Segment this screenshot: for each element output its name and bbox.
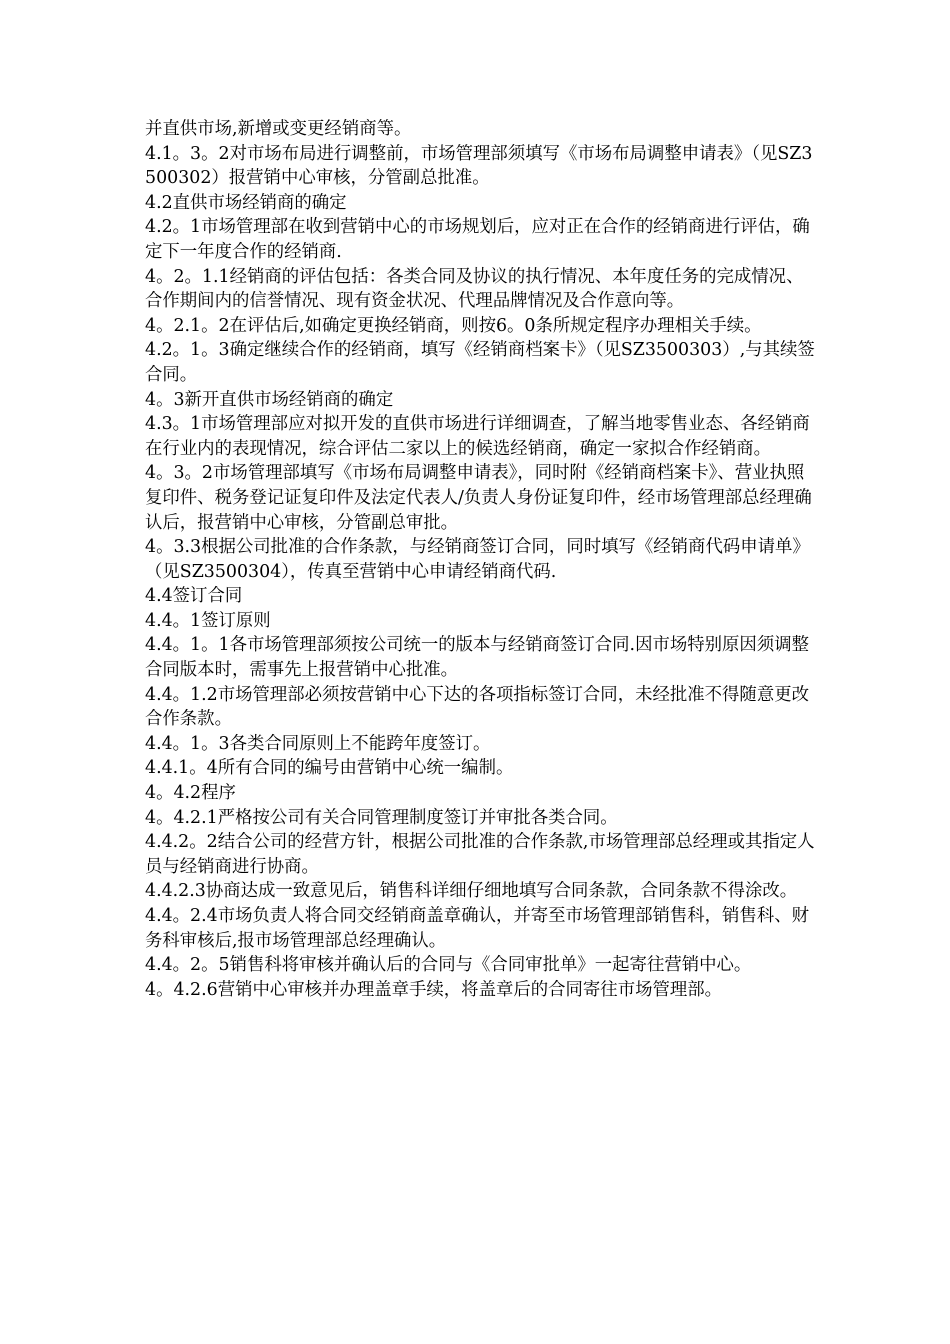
paragraph: 4.2。1市场管理部在收到营销中心的市场规划后，应对正在合作的经销商进行评估，确定下一年度合作的经销商. [145,217,810,262]
paragraph: 并直供市场,新增或变更经销商等。 [145,119,412,139]
section-heading: 4.4签订合同 [145,586,243,607]
paragraph: 4。4.2.1严格按公司有关合同管理制度签订并审批各类合同。 [145,807,618,828]
subsection-heading: 4.4。1签订原则 [145,610,271,631]
paragraph: 4。2。1.1经销商的评估包括：各类合同及协议的执行情况、本年度任务的完成情况、合作期间内的信誉情况、现有资金状况、代理品牌情况及合作意向等。 [145,266,804,312]
paragraph: 4。3。2市场管理部填写《市场布局调整申请表》，同时附《经销商档案卡》、营业执照复印件、税务登记证复印件及法定代表人/负责人身份证复印件，经市场管理部总经理确认后，报营销中心审核，分管副总审批。 [145,463,812,533]
section-heading: 4。3新开直供市场经销商的确定 [145,389,394,410]
paragraph: 4.4.2。2结合公司的经营方针，根据公司批准的合作条款,市场管理部总经理或其指定人员与经销商进行协商。 [145,832,815,877]
paragraph: 4.4。1.2市场管理部必须按营销中心下达的各项指标签订合同，未经批准不得随意更改合作条款。 [145,684,809,730]
paragraph: 4。3.3根据公司批准的合作条款，与经销商签订合同，同时填写《经销商代码申请单》（见SZ3500304），传真至营销中心申请经销商代码. [145,537,810,582]
paragraph: 4.4。2.4市场负责人将合同交经销商盖章确认，并寄至市场管理部销售科，销售科、财务科审核后,报市场管理部总经理确认。 [145,906,809,951]
paragraph: 4.4.2.3协商达成一致意见后，销售科详细仔细地填写合同条款，合同条款不得涂改。 [145,881,798,902]
section-heading: 4.2直供市场经销商的确定 [145,192,347,213]
document-body [145,117,815,1002]
paragraph: 4.4.1。4所有合同的编号由营销中心统一编制。 [145,758,514,779]
paragraph: 4.2。1。3确定继续合作的经销商，填写《经销商档案卡》（见SZ3500303）,与其续签合同。 [145,340,815,385]
subsection-heading: 4。4.2程序 [145,783,236,804]
paragraph: 4.1。3。2对市场布局进行调整前，市场管理部须填写《市场布局调整申请表》（见SZ3500302）报营销中心审核，分管副总批准。 [145,143,813,189]
paragraph: 4。2.1。2在评估后,如确定更换经销商，则按6。0条所规定程序办理相关手续。 [145,315,762,336]
paragraph: 4.4。1。3各类合同原则上不能跨年度签订。 [145,733,491,754]
paragraph: 4。4.2.6营销中心审核并办理盖章手续，将盖章后的合同寄往市场管理部。 [145,979,723,1000]
paragraph: 4.4。2。5销售科将审核并确认后的合同与《合同审批单》一起寄往营销中心。 [145,955,752,976]
paragraph: 4.4。1。1各市场管理部须按公司统一的版本与经销商签订合同.因市场特别原因须调整合同版本时，需事先上报营销中心批准。 [145,635,809,681]
paragraph: 4.3。1市场管理部应对拟开发的直供市场进行详细调查，了解当地零售业态、各经销商在行业内的表现情况，综合评估二家以上的候选经销商，确定一家拟合作经销商。 [145,414,810,459]
